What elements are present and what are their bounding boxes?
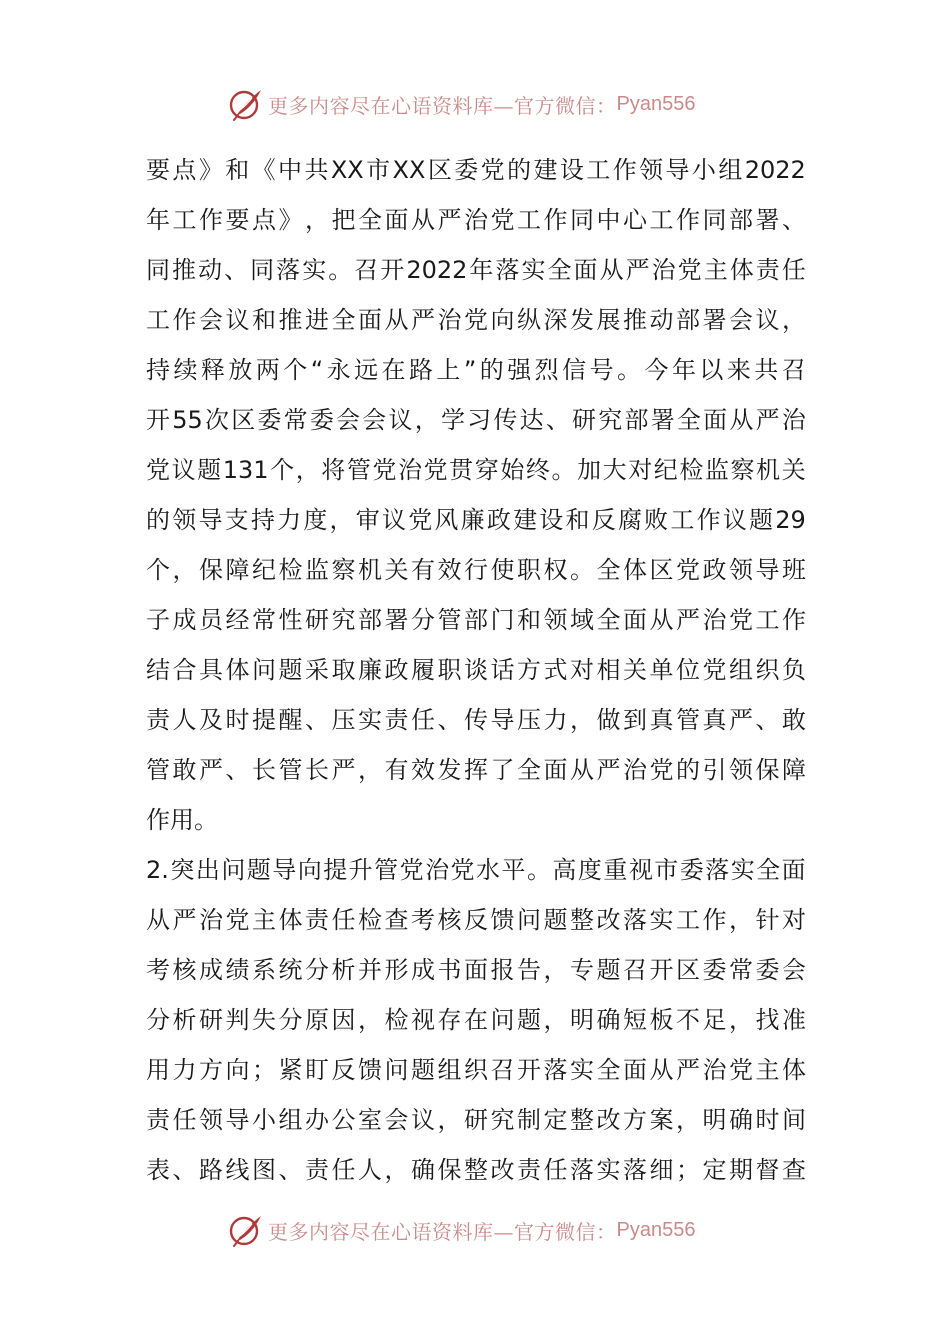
text-line: 要 点 》 和 《 中 共 XX 市 XX 区 委 党 的 建 设 工 作 领 导 小 组 2022 (146, 156, 806, 184)
watermark-bottom (228, 1210, 748, 1250)
text-line: 管 敢 严 、 长 管 长 严 ， 有 效 发 挥 了 全 面 从 严 治 党 的 引 领 保 障 (146, 756, 806, 784)
text-line: 从 严 治 党 主 体 责 任 检 查 考 核 反 馈 问 题 整 改 落 实 工 作 ， 针 对 (146, 906, 806, 934)
text-line: 用 力 方 向 ； 紧 盯 反 馈 问 题 组 织 召 开 落 实 全 面 从 严 治 党 主 体 (146, 1056, 806, 1084)
text-line: 结 合 具 体 问 题 采 取 廉 政 履 职 谈 话 方 式 对 相 关 单 位 党 组 织 负 (146, 656, 806, 684)
text-line: 责 任 领 导 小 组 办 公 室 会 议 ， 研 究 制 定 整 改 方 案 ， 明 确 时 间 (146, 1106, 806, 1134)
body-text (146, 145, 806, 1195)
text-line: 2. 突 出 问 题 导 向 提 升 管 党 治 党 水 平 。 高 度 重 视 市 委 落 实 全 面 (146, 856, 806, 884)
text-line: 考 核 成 绩 系 统 分 析 并 形 成 书 面 报 告 ， 专 题 召 开 区 委 常 委 会 (146, 956, 806, 984)
text-line: 表 、 路 线 图 、 责 任 人 ， 确 保 整 改 责 任 落 实 落 细 ； 定 期 督 查 (146, 1156, 806, 1184)
text-line: 年 工 作 要 点 》 ， 把 全 面 从 严 治 党 工 作 同 中 心 工 作 同 部 署 、 (146, 206, 806, 234)
text-line: 持 续 释 放 两 个 “ 永 远 在 路 上 ” 的 强 烈 信 号 。 今 年 以 来 共 召 (146, 356, 806, 384)
text-line: 责 人 及 时 提 醒 、 压 实 责 任 、 传 导 压 力 ， 做 到 真 管 真 严 、 敢 (146, 706, 806, 734)
text-line: 的 领 导 支 持 力 度 ， 审 议 党 风 廉 政 建 设 和 反 腐 败 工 作 议 题 29 (146, 506, 806, 534)
text-line: 同 推 动 、 同 落 实 。 召 开 2022 年 落 实 全 面 从 严 治 党 主 体 责 任 (146, 256, 806, 284)
text-line: 工 作 会 议 和 推 进 全 面 从 严 治 党 向 纵 深 发 展 推 动 部 署 会 议 ， (146, 306, 806, 334)
text-line: 作用。 (146, 806, 218, 834)
watermark-top (228, 84, 748, 124)
text-line: 个 ， 保 障 纪 检 监 察 机 关 有 效 行 使 职 权 。 全 体 区 党 政 领 导 班 (146, 556, 806, 584)
text-line: 子 成 员 经 常 性 研 究 部 署 分 管 部 门 和 领 域 全 面 从 严 治 党 工 作 (146, 606, 806, 634)
quill-logo-icon (228, 1212, 264, 1248)
watermark-wechat-id: Pyan556 (616, 1218, 696, 1241)
watermark-wechat-id: Pyan556 (616, 92, 696, 115)
text-line: 分 析 研 判 失 分 原 因 ， 检 视 存 在 问 题 ， 明 确 短 板 不 足 ， 找 准 (146, 1006, 806, 1034)
text-line: 开 55 次 区 委 常 委 会 会 议 ， 学 习 传 达 、 研 究 部 署 全 面 从 严 治 (146, 406, 806, 434)
quill-logo-icon (228, 86, 264, 122)
text-line: 党 议 题 131 个 ， 将 管 党 治 党 贯 穿 始 终 。 加 大 对 纪 检 监 察 机 关 (146, 456, 806, 484)
watermark-text: 更多内容尽在心语资料库—官方微信： (268, 93, 617, 118)
watermark-text: 更多内容尽在心语资料库—官方微信： (268, 1219, 617, 1244)
